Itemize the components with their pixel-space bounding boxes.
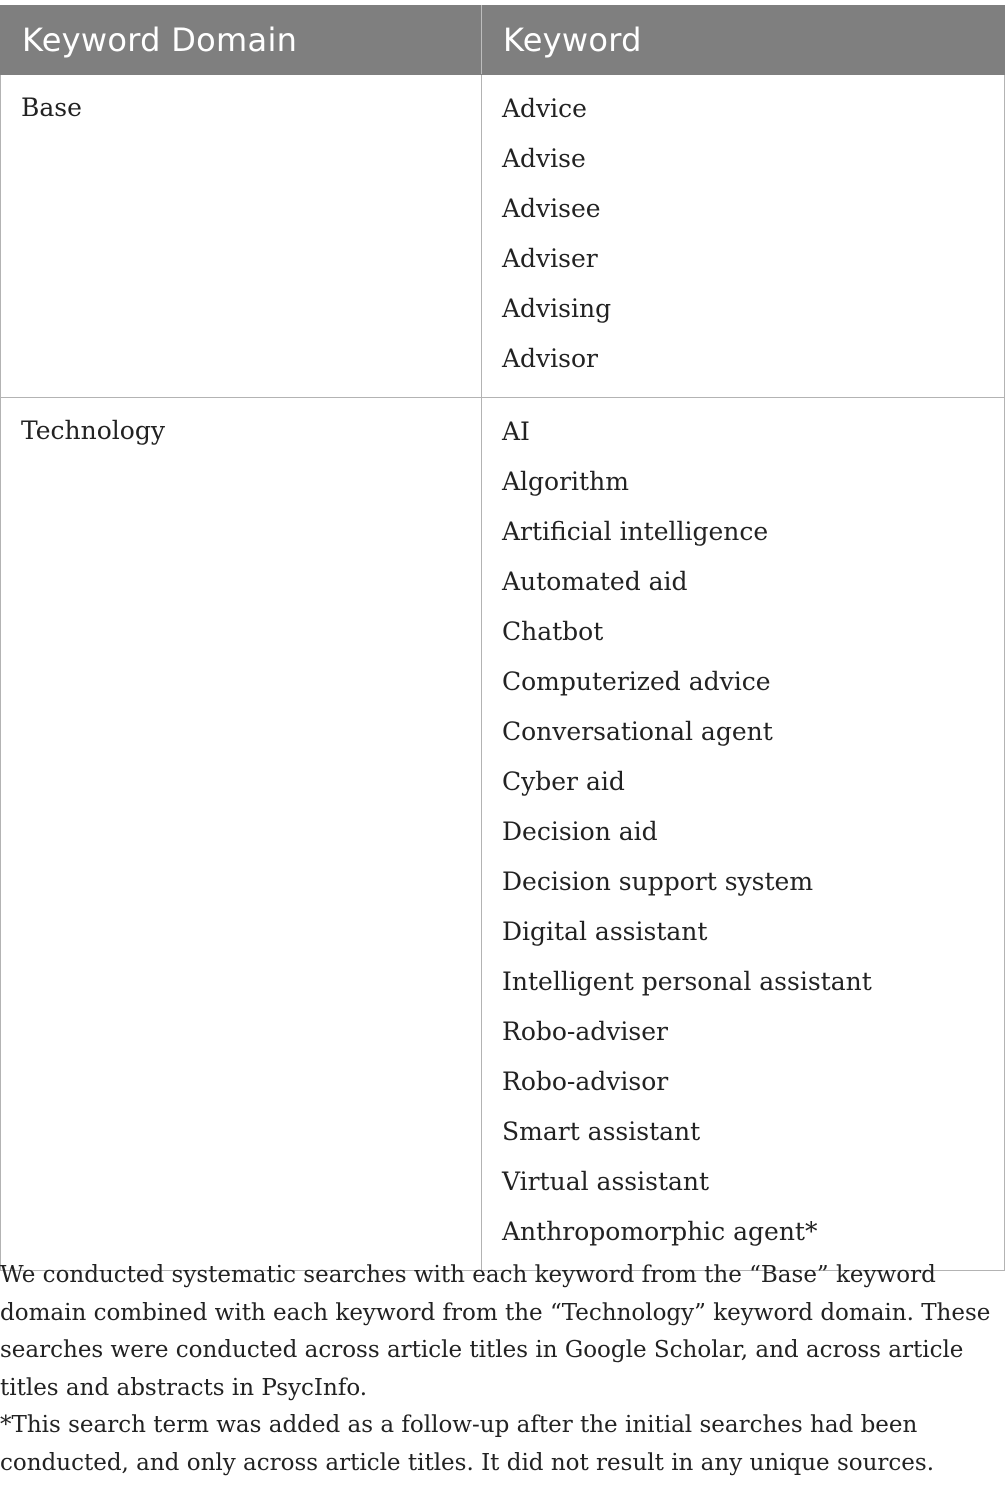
domain-label: Technology — [21, 416, 165, 445]
keyword-item: Virtual assistant — [502, 1167, 710, 1196]
keyword-table — [0, 5, 1005, 1271]
keyword-item: Decision support system — [502, 867, 814, 896]
table-footnote-method: We conducted systematic searches with each keyword from the “Base” keyword domain combined with each keyword from the “Technology” keyword domain. These searches were conducted across article titles in Google Scholar, and across article titles and abstracts in PsycInfo. — [0, 1262, 991, 1401]
keyword-item: Smart assistant — [502, 1117, 701, 1146]
domain-label: Base — [21, 93, 82, 122]
keyword-item: Conversational agent — [502, 717, 773, 746]
keyword-item: Decision aid — [502, 817, 658, 846]
keyword-item: Advisee — [502, 194, 601, 223]
table-row-base — [1, 75, 1005, 398]
table-header-row — [1, 6, 1005, 75]
keywords-cell-technology — [482, 398, 1005, 1271]
domain-cell-base — [1, 75, 482, 398]
keyword-item: Computerized advice — [502, 667, 771, 696]
keyword-item: Artificial intelligence — [502, 517, 769, 546]
keyword-item: Adviser — [502, 244, 598, 273]
keyword-item: AI — [502, 417, 530, 446]
table-footnote-asterisk: *This search term was added as a follow-up after the initial searches had been conducted, and only across article titles. It did not result in any unique sources. — [0, 1412, 935, 1476]
keyword-item: Automated aid — [502, 567, 688, 596]
keyword-item: Robo-advisor — [502, 1067, 669, 1096]
keyword-item: Robo-adviser — [502, 1017, 668, 1046]
keyword-item: Advice — [502, 94, 587, 123]
keyword-item: Digital assistant — [502, 917, 708, 946]
domain-cell-technology — [1, 398, 482, 1271]
keyword-item: Advising — [502, 294, 612, 323]
keywords-cell-base — [482, 75, 1005, 398]
header-keyword: Keyword — [482, 6, 1005, 75]
header-keyword-domain: Keyword Domain — [1, 6, 482, 75]
keyword-item: Algorithm — [502, 467, 629, 496]
keyword-item: Cyber aid — [502, 767, 625, 796]
keyword-item: Anthropomorphic agent* — [502, 1217, 818, 1246]
keyword-item: Intelligent personal assistant — [502, 967, 872, 996]
keyword-item: Advisor — [502, 344, 599, 373]
keyword-table-container — [0, 5, 1004, 1271]
keyword-item: Chatbot — [502, 617, 604, 646]
keyword-item: Advise — [502, 144, 586, 173]
table-row-technology — [1, 398, 1005, 1271]
